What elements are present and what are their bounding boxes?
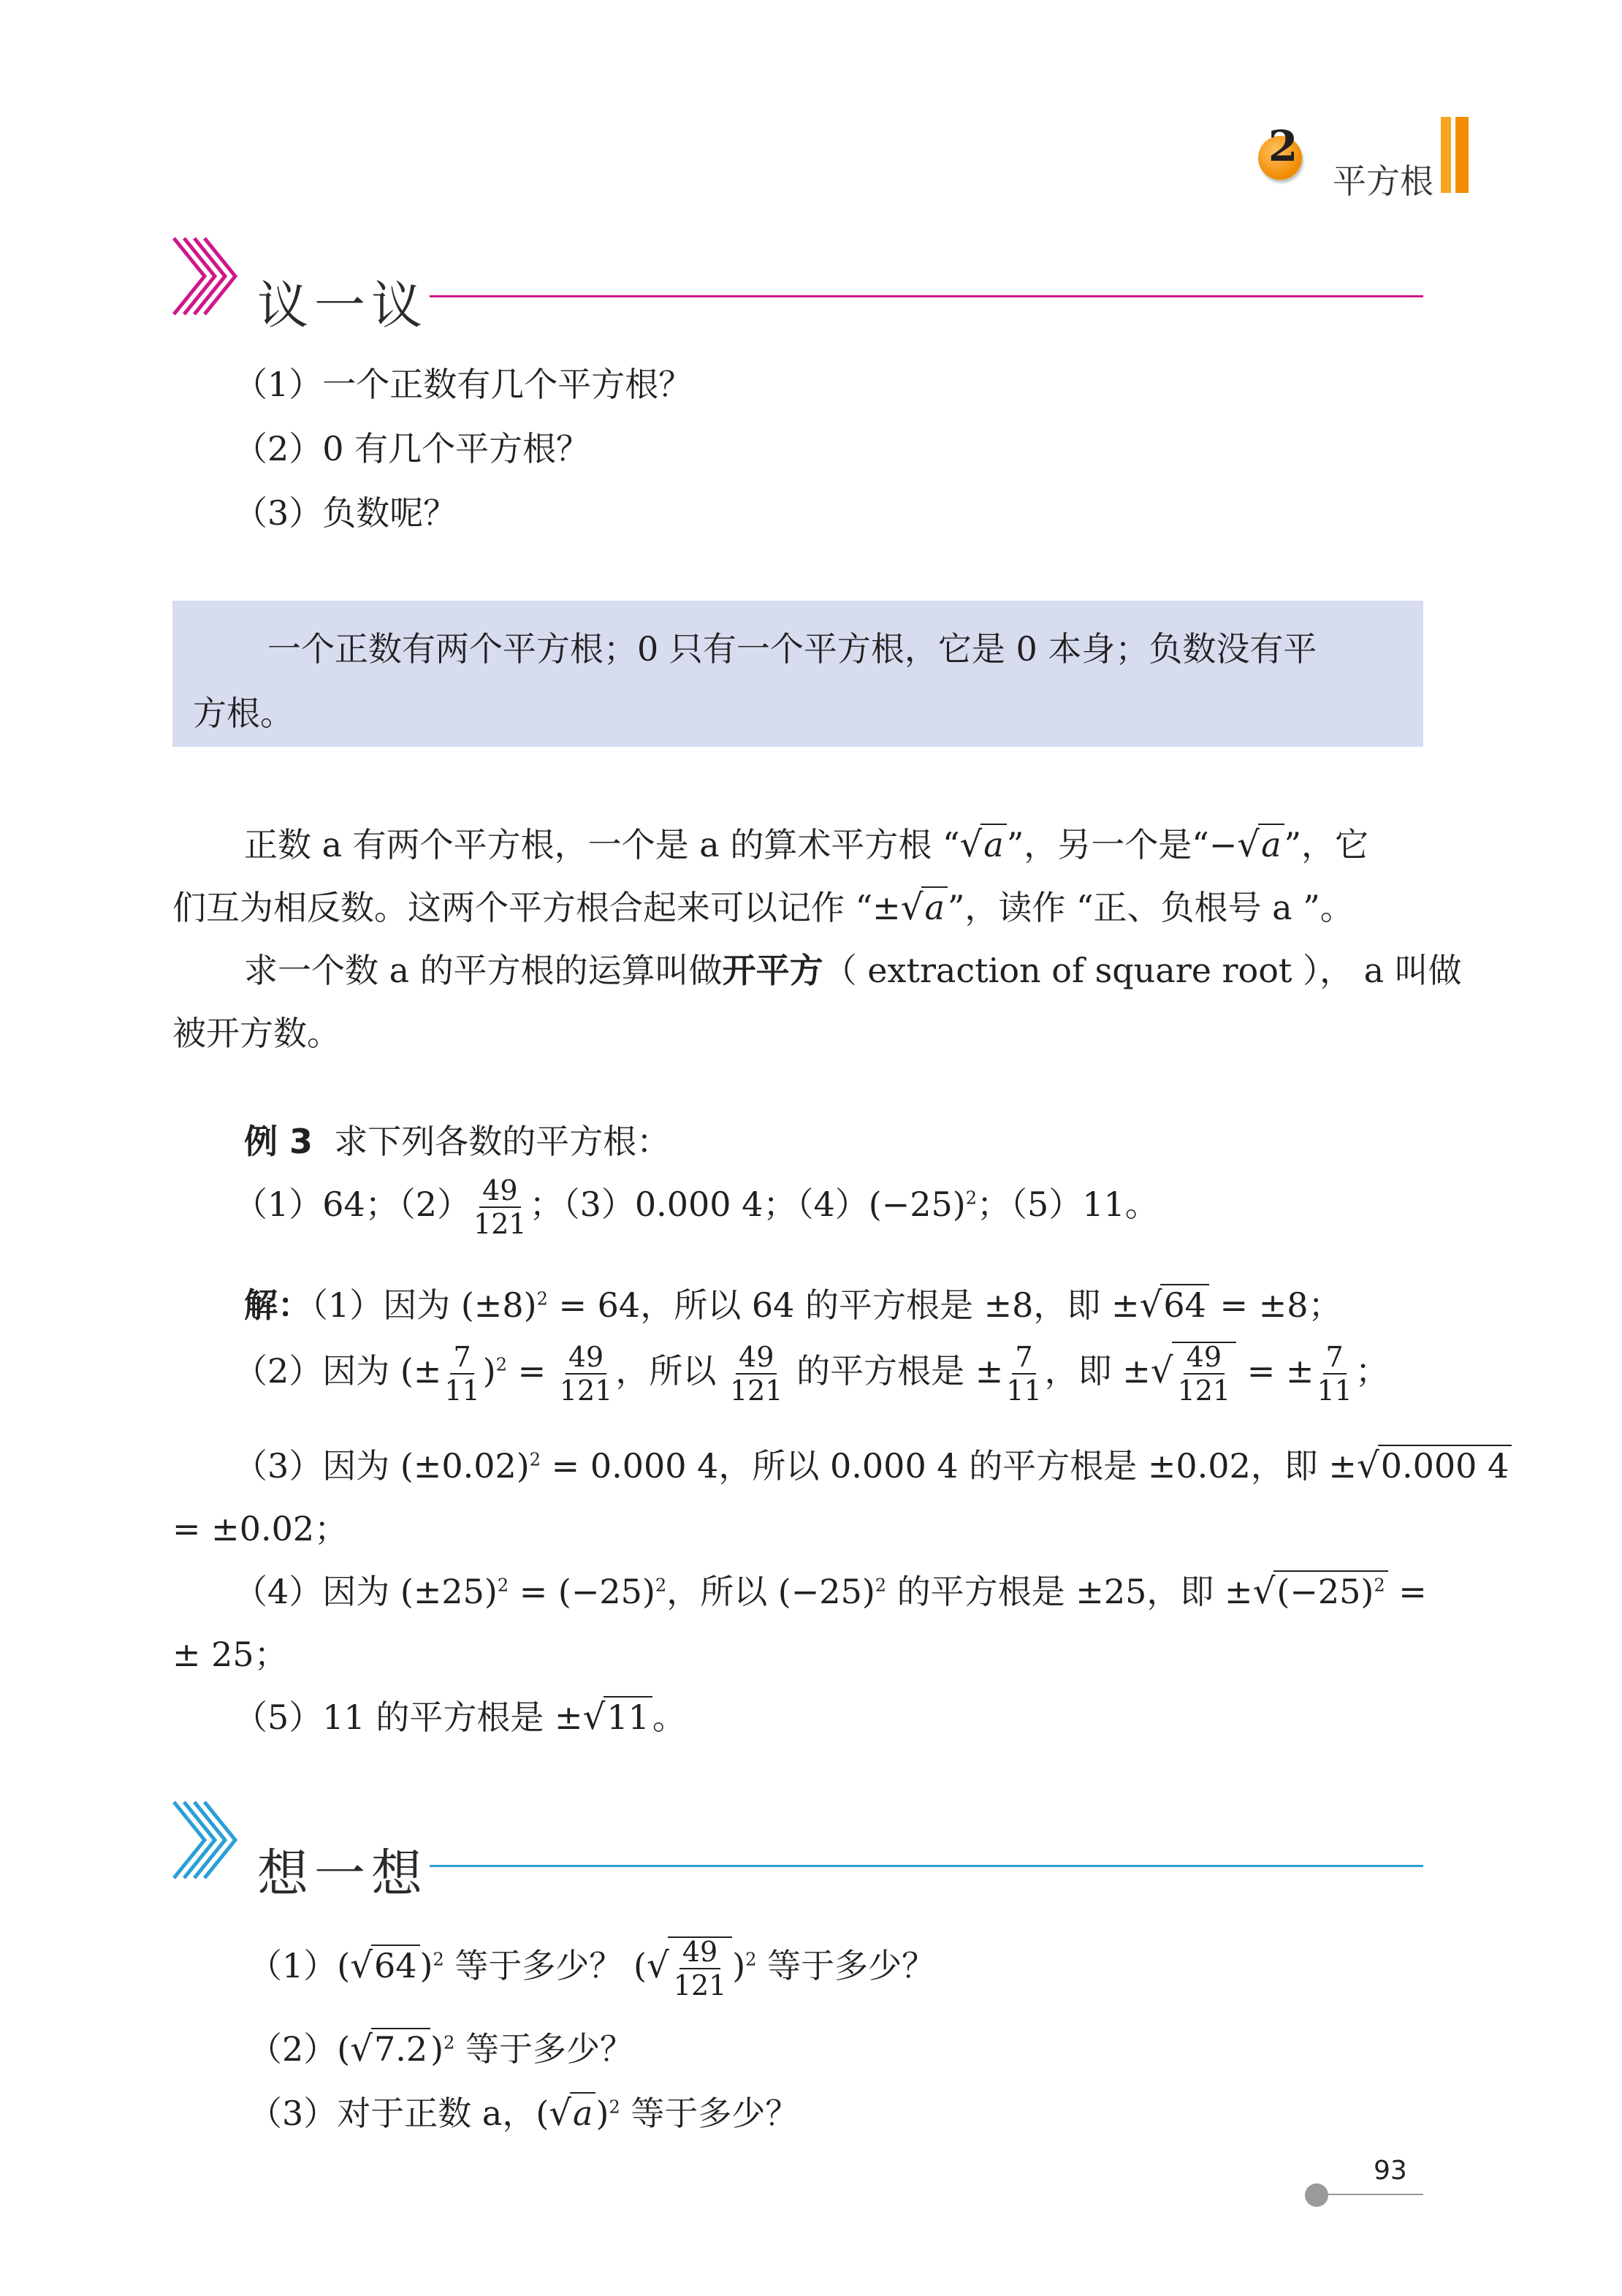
conclusion-text: 方根。 (193, 693, 294, 733)
solution-line: ± 25； (172, 1635, 288, 1674)
term-bold: 开平方 (722, 951, 823, 990)
think-item: $(2)(√7.2)^2$ 等于多少？ (248, 2029, 634, 2069)
body-line: 们互为相反数。这两个平方根合起来可以记作 “±√a”，读作 “正、负根号 a ”。 (172, 887, 1354, 928)
page-number: 93 (1374, 2156, 1407, 2186)
section-rule (430, 295, 1423, 297)
chevron-pink-icon (172, 232, 245, 320)
think-item: $(1)(√64)^2$ 等于多少？ (√ $\frac{49}{121}$ )$^2$ 等于多少？ (248, 1936, 936, 2002)
chevron-blue-icon (172, 1796, 245, 1884)
solution-line: （3）因为 $(\pm 0.02)^2 = 0.000$ 4，所以 0.000 4 的平方根是 ±0.02，即 ±√0.000 4 (234, 1440, 1512, 1488)
solution-line: （2）因为 (± $\frac{7}{11}$ )$^2$ = $\frac{49}{121}$ ，所以 $\frac{49}{121}$ 的平方根是 ± $\frac{7}{11}$ ，即 ±√ $\frac{49}{121}$ = ± $\frac{7}{11}$ ； (234, 1341, 1389, 1407)
solution-line: （5）11 的平方根是 ±√11。 (234, 1697, 686, 1738)
discuss-item: （1）一个正数有几个平方根？ (234, 365, 693, 404)
discuss-item: （3）负数呢？ (234, 493, 457, 533)
chapter-bar (1455, 117, 1469, 193)
page-dot (1305, 2183, 1328, 2207)
chapter-bar (1441, 117, 1451, 193)
body-line: 被开方数。 (172, 1014, 340, 1053)
example-items: （1）64；（2） $\frac{49}{121}$ ；（3）0.000 4；$(4)(-25)^2$；（5）11。 (234, 1174, 1159, 1240)
example-heading: 例 3 求下列各数的平方根： (244, 1122, 671, 1161)
chapter-title: 平方根 (1333, 161, 1433, 201)
section-title-think: 想一想 (257, 1844, 428, 1904)
section-title-discuss: 议一议 (257, 275, 428, 335)
think-item: （3）对于正数 a，$(√a)^2$ 等于多少？ (248, 2093, 799, 2134)
discuss-item: （2）0 有几个平方根？ (234, 429, 590, 468)
conclusion-text: 一个正数有两个平方根；0 只有一个平方根，它是 0 本身；负数没有平 (267, 629, 1317, 669)
body-line: 求一个数 a 的平方根的运算叫做开平方（ extraction of square root ）， a 叫做 (244, 951, 1462, 990)
section-rule (430, 1865, 1423, 1867)
solution-line: 解：（1）因为 $(\pm 8)^2 = 64$，所以 64 的平方根是 ±8，即 ±√64 = ±8； (244, 1285, 1342, 1326)
solution-line: （4）因为 $(\pm 25)^2 = (-25)^2$，所以 $(-25)^2$ 的平方根是 ±25，即 $\pm√(-25)^2$ = (234, 1571, 1427, 1612)
chapter-number: 2 (1268, 121, 1298, 171)
solution-line: = ±0.02； (172, 1509, 349, 1548)
body-line: 正数 a 有两个平方根，一个是 a 的算术平方根 “√a”，另一个是“−√a”，它 (244, 824, 1369, 865)
page-rule (1328, 2194, 1423, 2195)
